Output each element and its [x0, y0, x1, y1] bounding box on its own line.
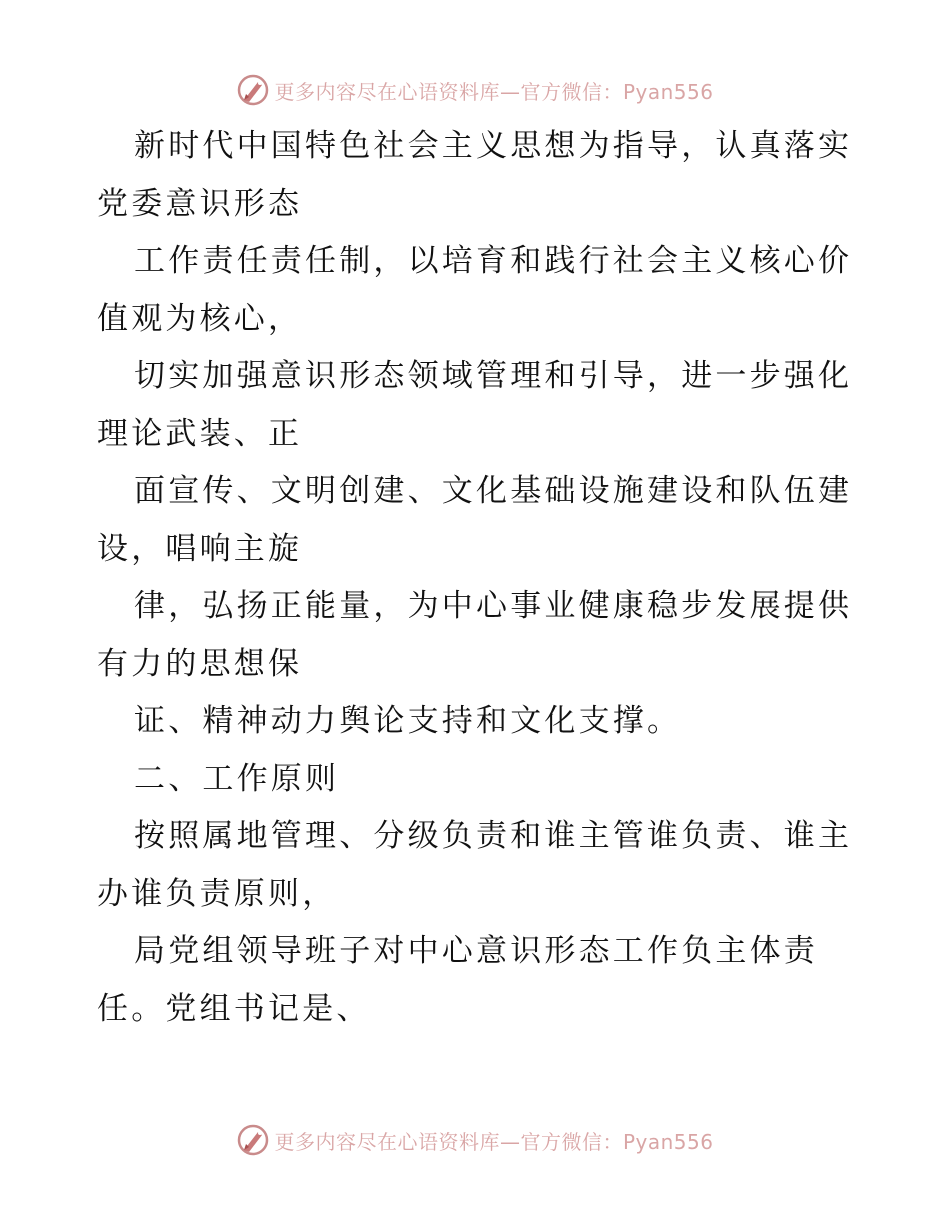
text-line: 面宣传、文明创建、文化基础设施建设和队伍建 [134, 473, 853, 509]
text-line: 办谁负责原则， [97, 875, 337, 912]
text-line: 律，弘扬正能量，为中心事业健康稳步发展提供 [134, 588, 853, 624]
text-line: 按照属地管理、分级负责和谁主管谁负责、谁主 [134, 818, 853, 854]
text-line: 任。党组书记是、 [97, 990, 371, 1027]
text-line: 理论武装、正 [97, 415, 303, 452]
footer-watermark [0, 1120, 950, 1160]
text-line: 局党组领导班子对中心意识形态工作负主体责 [134, 933, 818, 969]
text-line: 新时代中国特色社会主义思想为指导，认真落实 [134, 128, 853, 164]
text-line: 工作责任责任制，以培育和践行社会主义核心价 [134, 243, 853, 279]
text-line: 切实加强意识形态领域管理和引导，进一步强化 [134, 358, 853, 394]
text-line: 值观为核心， [97, 300, 303, 337]
pen-logo-icon [236, 1123, 270, 1157]
watermark-text: 更多内容尽在心语资料库—官方微信：Pyan556 [274, 79, 714, 104]
text-line: 证、精神动力舆论支持和文化支撑。 [134, 703, 682, 739]
text-line: 设，唱响主旋 [97, 530, 303, 567]
pen-logo-icon [236, 73, 270, 107]
header-watermark [0, 70, 950, 110]
section-heading: 二、工作原则 [134, 760, 340, 797]
text-line: 有力的思想保 [97, 645, 303, 682]
watermark-text: 更多内容尽在心语资料库—官方微信：Pyan556 [274, 1129, 714, 1154]
document-body [97, 118, 857, 1038]
text-line: 党委意识形态 [97, 185, 303, 222]
